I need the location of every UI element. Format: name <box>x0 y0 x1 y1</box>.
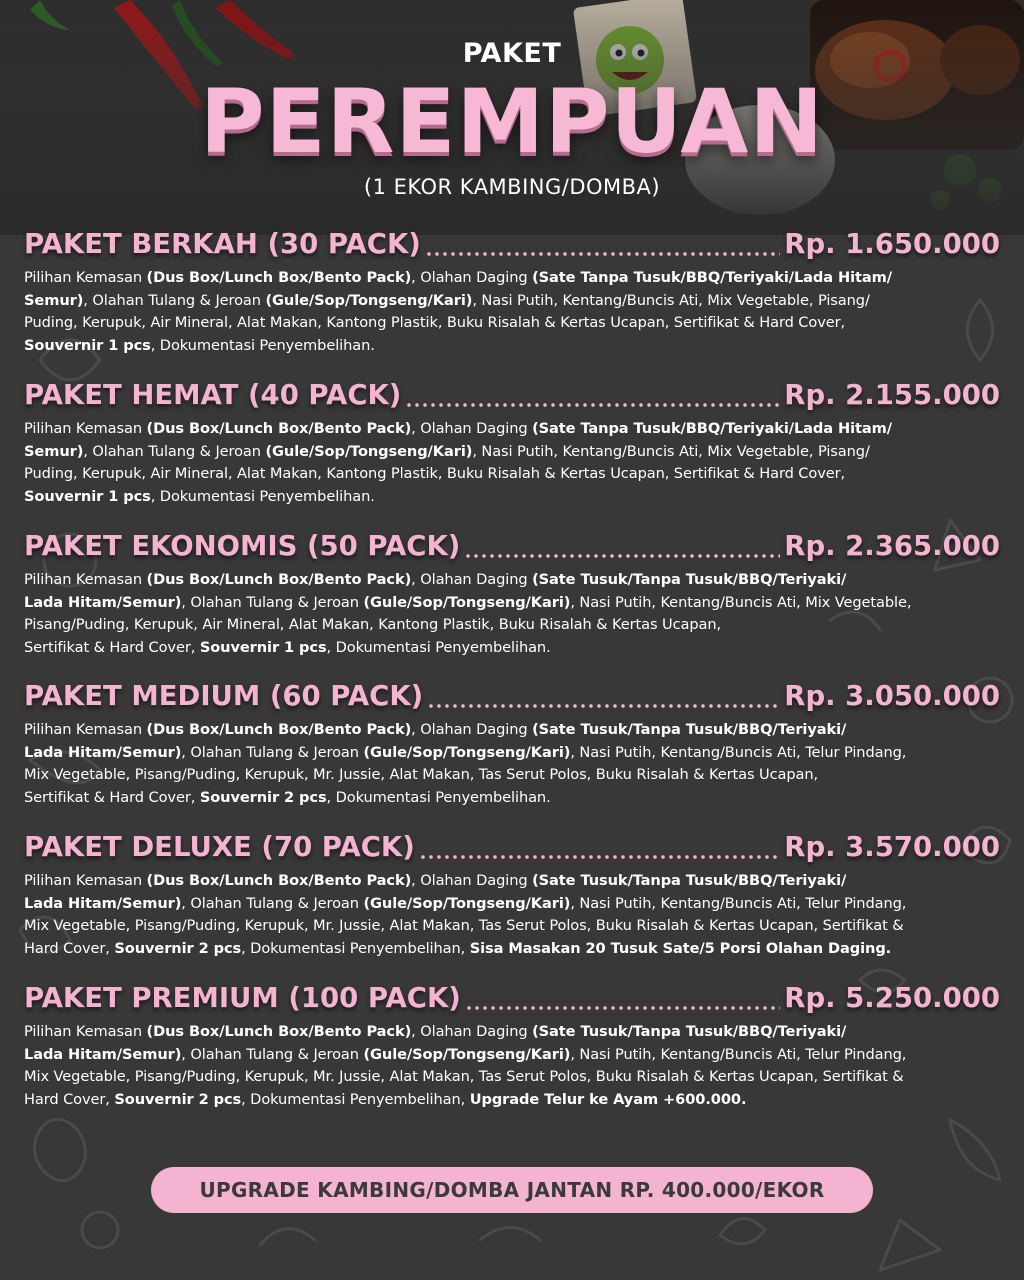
description-text: , Dokumentasi Penyembelihan. <box>326 789 551 807</box>
description-bold-text: Souvernir 2 pcs <box>199 789 327 807</box>
description-text: , Nasi Putih, Kentang/Buncis Ati, Telur Pindang, <box>570 1045 907 1063</box>
description-text: , Olahan Daging <box>411 872 533 889</box>
package-price: Rp. 2.365.000 <box>784 530 1000 562</box>
description-bold-text: (Dus Box/Lunch Box/Bento Pack) <box>146 872 412 889</box>
package-name: PAKET MEDIUM (60 PACK) <box>24 680 424 712</box>
description-text: , Olahan Daging <box>411 269 533 286</box>
package-name: PAKET BERKAH (30 PACK) <box>24 228 421 260</box>
description-bold-text: (Sate Tusuk/Tanpa Tusuk/BBQ/Teriyaki/ <box>532 721 847 738</box>
package-header <box>24 225 1000 263</box>
upgrade-banner: UPGRADE KAMBING/DOMBA JANTAN RP. 400.000/EKOR <box>151 1167 873 1213</box>
description-bold-text: (Sate Tusuk/Tanpa Tusuk/BBQ/Teriyaki/ <box>532 1023 847 1040</box>
description-bold-text: Lada Hitam/Semur) <box>24 743 182 761</box>
package-name: PAKET EKONOMIS (50 PACK) <box>24 530 461 562</box>
description-bold-text: (Dus Box/Lunch Box/Bento Pack) <box>146 1023 412 1040</box>
package-hemat <box>24 376 1000 509</box>
package-description <box>24 870 1000 961</box>
description-text: Puding, Kerupuk, Air Mineral, Alat Makan, Kantong Plastik, Buku Risalah & Kertas Ucapan, Sertifikat & Hard Cover, <box>24 314 846 332</box>
description-text: , Nasi Putih, Kentang/Buncis Ati, Telur Pindang, <box>570 894 907 912</box>
description-text: , Olahan Tulang & Jeroan <box>181 894 364 912</box>
description-text: Pilihan Kemasan <box>24 721 147 738</box>
description-text: , Olahan Tulang & Jeroan <box>181 743 364 761</box>
description-text: Hard Cover, <box>24 1091 115 1109</box>
package-price: Rp. 3.050.000 <box>784 680 1000 712</box>
package-premium <box>24 979 1000 1112</box>
leader-dots <box>419 855 780 859</box>
description-bold-text: Lada Hitam/Semur) <box>24 593 182 611</box>
package-name: PAKET PREMIUM (100 PACK) <box>24 982 461 1014</box>
package-berkah <box>24 225 1000 358</box>
description-text: Mix Vegetable, Pisang/Puding, Kerupuk, Mr. Jussie, Alat Makan, Tas Serut Polos, Buku Risalah & Kertas Ucapan, Sertifikat & <box>24 1068 904 1086</box>
description-text: , Nasi Putih, Kentang/Buncis Ati, Mix Vegetable, <box>570 593 912 611</box>
description-bold-text: (Gule/Sop/Tongseng/Kari) <box>265 291 473 309</box>
description-text: Sertifikat & Hard Cover, <box>24 639 200 657</box>
header-subtitle: (1 EKOR KAMBING/DOMBA) <box>363 175 661 199</box>
description-text: Pilihan Kemasan <box>24 420 147 437</box>
description-text: Mix Vegetable, Pisang/Puding, Kerupuk, Mr. Jussie, Alat Makan, Tas Serut Polos, Buku Risalah & Kertas Ucapan, Sertifikat & <box>24 917 904 935</box>
description-bold-text: (Sate Tusuk/Tanpa Tusuk/BBQ/Teriyaki/ <box>532 872 847 889</box>
description-text: , Olahan Daging <box>411 420 533 437</box>
description-text: , Olahan Daging <box>411 571 533 588</box>
description-bold-text: (Gule/Sop/Tongseng/Kari) <box>265 442 473 460</box>
description-bold-text: Souvernir 2 pcs <box>114 1091 242 1109</box>
package-price: Rp. 2.155.000 <box>784 379 1000 411</box>
package-description <box>24 267 1000 358</box>
description-bold-text: (Sate Tanpa Tusuk/BBQ/Teriyaki/Lada Hitam/ <box>532 269 892 286</box>
package-medium <box>24 677 1000 810</box>
description-text: , Dokumentasi Penyembelihan. <box>326 639 551 657</box>
leader-dots <box>427 704 780 708</box>
package-ekonomis <box>24 527 1000 660</box>
leader-dots <box>405 403 780 407</box>
description-bold-text: (Gule/Sop/Tongseng/Kari) <box>363 593 571 611</box>
description-text: , Olahan Tulang & Jeroan <box>83 291 266 309</box>
description-bold-text: Upgrade Telur ke Ayam +600.000. <box>469 1091 747 1109</box>
description-text: , Olahan Tulang & Jeroan <box>181 593 364 611</box>
description-bold-text: (Dus Box/Lunch Box/Bento Pack) <box>146 571 412 588</box>
description-bold-text: Souvernir 1 pcs <box>199 639 327 657</box>
description-text: Pisang/Puding, Kerupuk, Air Mineral, Alat Makan, Kantong Plastik, Buku Risalah & Kertas Ucapan, <box>24 616 722 634</box>
description-bold-text: (Gule/Sop/Tongseng/Kari) <box>363 1045 571 1063</box>
package-price: Rp. 1.650.000 <box>784 228 1000 260</box>
description-text: Hard Cover, <box>24 940 115 958</box>
description-text: , Olahan Tulang & Jeroan <box>83 442 266 460</box>
description-bold-text: (Gule/Sop/Tongseng/Kari) <box>363 743 571 761</box>
description-bold-text: Lada Hitam/Semur) <box>24 1045 182 1063</box>
description-bold-text: Semur) <box>24 291 84 309</box>
description-bold-text: Sisa Masakan 20 Tusuk Sate/5 Porsi Olahan Daging. <box>469 940 892 958</box>
description-text: Pilihan Kemasan <box>24 872 147 889</box>
description-text: , Nasi Putih, Kentang/Buncis Ati, Telur Pindang, <box>570 743 907 761</box>
description-text: , Dokumentasi Penyembelihan, <box>241 940 470 958</box>
description-text: Pilihan Kemasan <box>24 571 147 588</box>
package-name: PAKET HEMAT (40 PACK) <box>24 379 402 411</box>
description-text: Puding, Kerupuk, Air Mineral, Alat Makan, Kantong Plastik, Buku Risalah & Kertas Ucapan, Sertifikat & Hard Cover, <box>24 465 846 483</box>
package-header <box>24 677 1000 715</box>
description-text: , Dokumentasi Penyembelihan. <box>150 337 375 355</box>
description-bold-text: Souvernir 2 pcs <box>114 940 242 958</box>
package-description <box>24 719 1000 810</box>
description-text: , Olahan Daging <box>411 721 533 738</box>
leader-dots <box>464 554 780 558</box>
description-text: Pilihan Kemasan <box>24 269 147 286</box>
package-header <box>24 828 1000 866</box>
description-bold-text: (Dus Box/Lunch Box/Bento Pack) <box>146 420 412 437</box>
description-bold-text: Souvernir 1 pcs <box>24 488 151 506</box>
description-bold-text: Lada Hitam/Semur) <box>24 894 182 912</box>
description-text: Sertifikat & Hard Cover, <box>24 789 200 807</box>
package-header <box>24 527 1000 565</box>
description-text: , Dokumentasi Penyembelihan, <box>241 1091 470 1109</box>
description-bold-text: (Dus Box/Lunch Box/Bento Pack) <box>146 269 412 286</box>
description-text: , Olahan Daging <box>411 1023 533 1040</box>
package-deluxe <box>24 828 1000 961</box>
package-header <box>24 979 1000 1017</box>
description-text: , Nasi Putih, Kentang/Buncis Ati, Mix Vegetable, Pisang/ <box>472 291 870 309</box>
package-price: Rp. 5.250.000 <box>784 982 1000 1014</box>
package-description <box>24 1021 1000 1112</box>
description-bold-text: (Dus Box/Lunch Box/Bento Pack) <box>146 721 412 738</box>
package-name: PAKET DELUXE (70 PACK) <box>24 831 415 863</box>
package-description <box>24 418 1000 509</box>
leader-dots <box>465 1006 780 1010</box>
description-bold-text: (Sate Tanpa Tusuk/BBQ/Teriyaki/Lada Hitam/ <box>532 420 892 437</box>
package-price: Rp. 3.570.000 <box>784 831 1000 863</box>
description-bold-text: Semur) <box>24 442 84 460</box>
description-text: Mix Vegetable, Pisang/Puding, Kerupuk, Mr. Jussie, Alat Makan, Tas Serut Polos, Buku Risalah & Kertas Ucapan, <box>24 766 819 784</box>
package-header <box>24 376 1000 414</box>
page-title: PEREMPUAN <box>199 70 825 173</box>
description-text: Pilihan Kemasan <box>24 1023 147 1040</box>
description-text: , Dokumentasi Penyembelihan. <box>150 488 375 506</box>
header-kicker: PAKET <box>462 38 562 69</box>
description-text: , Nasi Putih, Kentang/Buncis Ati, Mix Vegetable, Pisang/ <box>472 442 870 460</box>
description-text: , Olahan Tulang & Jeroan <box>181 1045 364 1063</box>
package-description <box>24 569 1000 660</box>
leader-dots <box>425 252 780 256</box>
description-bold-text: Souvernir 1 pcs <box>24 337 151 355</box>
description-bold-text: (Gule/Sop/Tongseng/Kari) <box>363 894 571 912</box>
description-bold-text: (Sate Tusuk/Tanpa Tusuk/BBQ/Teriyaki/ <box>532 571 847 588</box>
